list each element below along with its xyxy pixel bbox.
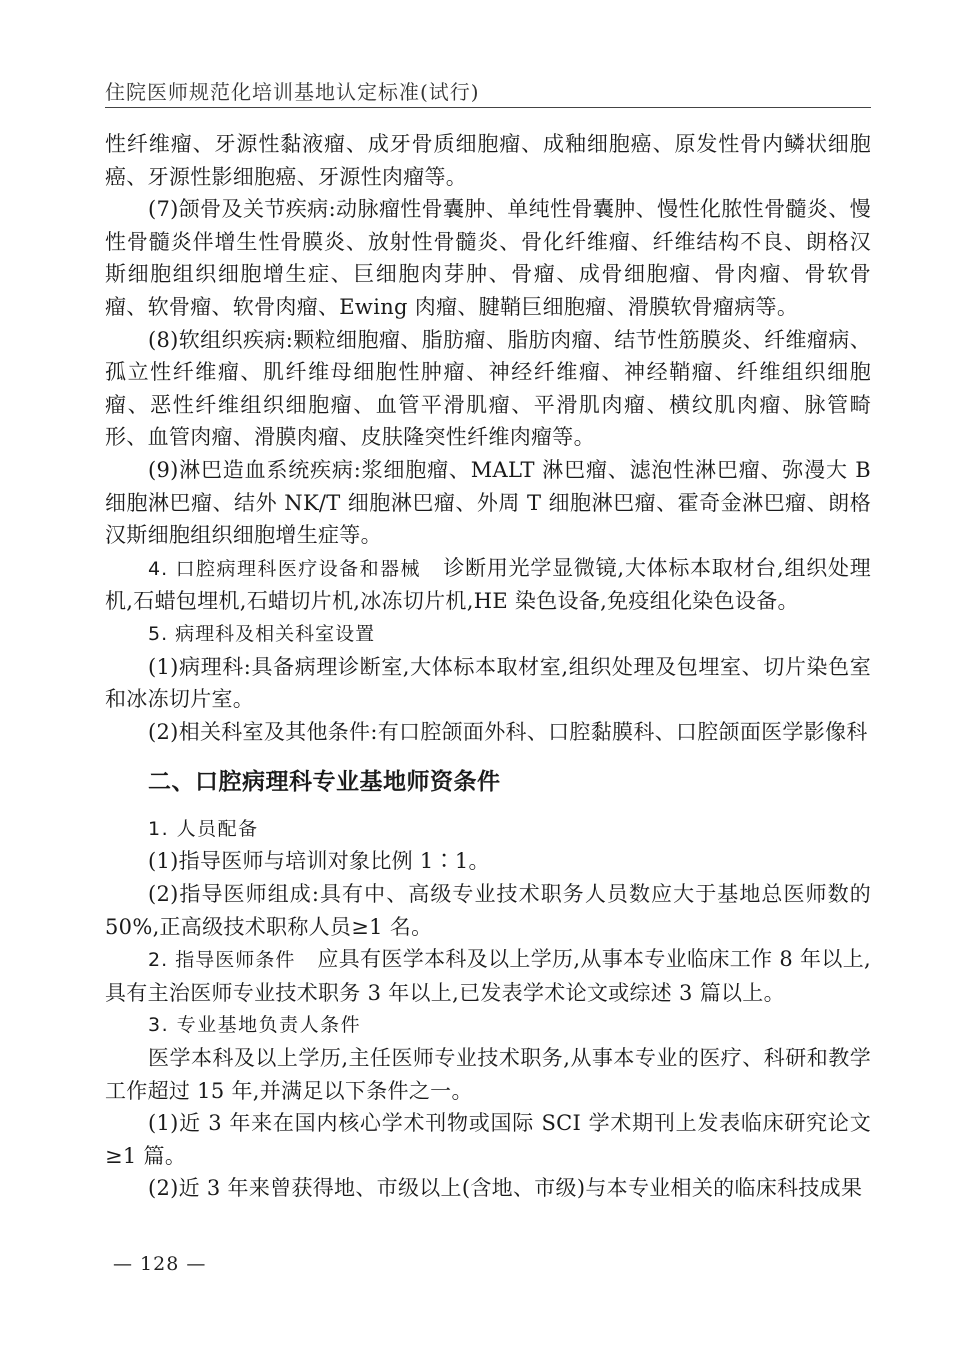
numbered-heading: 3. 专业基地负责人条件 (148, 1014, 362, 1037)
paragraph-text: 应具有医学本科及以上学历,从事本专业临床工作 8 年以上,具有主治医师专业技术职务 3 年以上,已发表学术论文或综述 3 篇以上。 (105, 947, 872, 1005)
inline-heading: 2. 指导医师条件 (148, 949, 296, 972)
paragraph-text: 诊断用光学显微镜,大体标本取材台,组织处理机,石蜡包埋机,石蜡切片机,冰冻切片机,HE 染色设备,免疫组化染色设备。 (105, 555, 872, 614)
paragraph: (1)指导医师与培训对象比例 1∶1。 (148, 849, 490, 874)
paragraph: 性纤维瘤、牙源性黏液瘤、成牙骨质细胞瘤、成釉细胞癌、原发性骨内鳞状细胞癌、牙源性影细胞癌、牙源性肉瘤等。 (105, 132, 871, 189)
numbered-heading: 5. 病理科及相关科室设置 (148, 622, 376, 645)
paragraph: (2)近 3 年来曾获得地、市级以上(含地、市级)与本专业相关的临床科技成果 (148, 1176, 863, 1201)
paragraph: (2)相关科室及其他条件:有口腔颌面外科、口腔黏膜科、口腔颌面医学影像科 (148, 719, 868, 744)
paragraph: (9)淋巴造血系统疾病:浆细胞瘤、MALT 淋巴瘤、滤泡性淋巴瘤、弥漫大 B 细胞淋巴瘤、结外 NK/T 细胞淋巴瘤、外周 T 细胞淋巴瘤、霍奇金淋巴瘤、朗格汉斯细胞组织细胞增生症等。 (105, 457, 871, 548)
paragraph: (2)指导医师组成:具有中、高级专业技术职务人员数应大于基地总医师数的 50%,正高级技术职称人员≥1 名。 (105, 882, 871, 939)
inline-heading: 4. 口腔病理科医疗设备和器械 (148, 557, 421, 580)
paragraph: 医学本科及以上学历,主任医师专业技术职务,从事本专业的医疗、科研和教学工作超过 15 年,并满足以下条件之一。 (105, 1046, 871, 1103)
page-number: — 128 — (113, 1253, 207, 1275)
header-rule (105, 107, 871, 108)
paragraph: (1)近 3 年来在国内核心学术刊物或国际 SCI 学术期刊上发表临床研究论文≥1 篇。 (105, 1111, 871, 1168)
running-header: 住院医师规范化培训基地认定标准(试行) (105, 80, 480, 104)
page-body (105, 128, 871, 1205)
paragraph: (8)软组织疾病:颗粒细胞瘤、脂肪瘤、脂肪肉瘤、结节性筋膜炎、纤维瘤病、孤立性纤维瘤、肌纤维母细胞性肿瘤、神经纤维瘤、神经鞘瘤、纤维组织细胞瘤、恶性纤维组织细胞瘤、血管平滑肌瘤、平滑肌肉瘤、横纹肌肉瘤、脉管畸形、血管肉瘤、滑膜肉瘤、皮肤隆突性纤维肉瘤等。 (105, 327, 871, 450)
numbered-heading: 1. 人员配备 (148, 817, 259, 840)
paragraph-teacher-conditions (105, 943, 871, 1009)
paragraph: (7)颌骨及关节疾病:动脉瘤性骨囊肿、单纯性骨囊肿、慢性化脓性骨髓炎、慢性骨髓炎伴增生性骨膜炎、放射性骨髓炎、骨化纤维瘤、纤维结构不良、朗格汉斯细胞组织细胞增生症、巨细胞肉芽肿、骨瘤、成骨细胞瘤、骨肉瘤、骨软骨瘤、软骨瘤、软骨肉瘤、Ewing 肉瘤、腱鞘巨细胞瘤、滑膜软骨瘤病等。 (105, 197, 871, 319)
paragraph-equipment (105, 552, 871, 618)
section-heading: 二、口腔病理科专业基地师资条件 (148, 769, 501, 796)
paragraph: (1)病理科:具备病理诊断室,大体标本取材室,组织处理及包埋室、切片染色室和冰冻切片室。 (105, 654, 871, 712)
